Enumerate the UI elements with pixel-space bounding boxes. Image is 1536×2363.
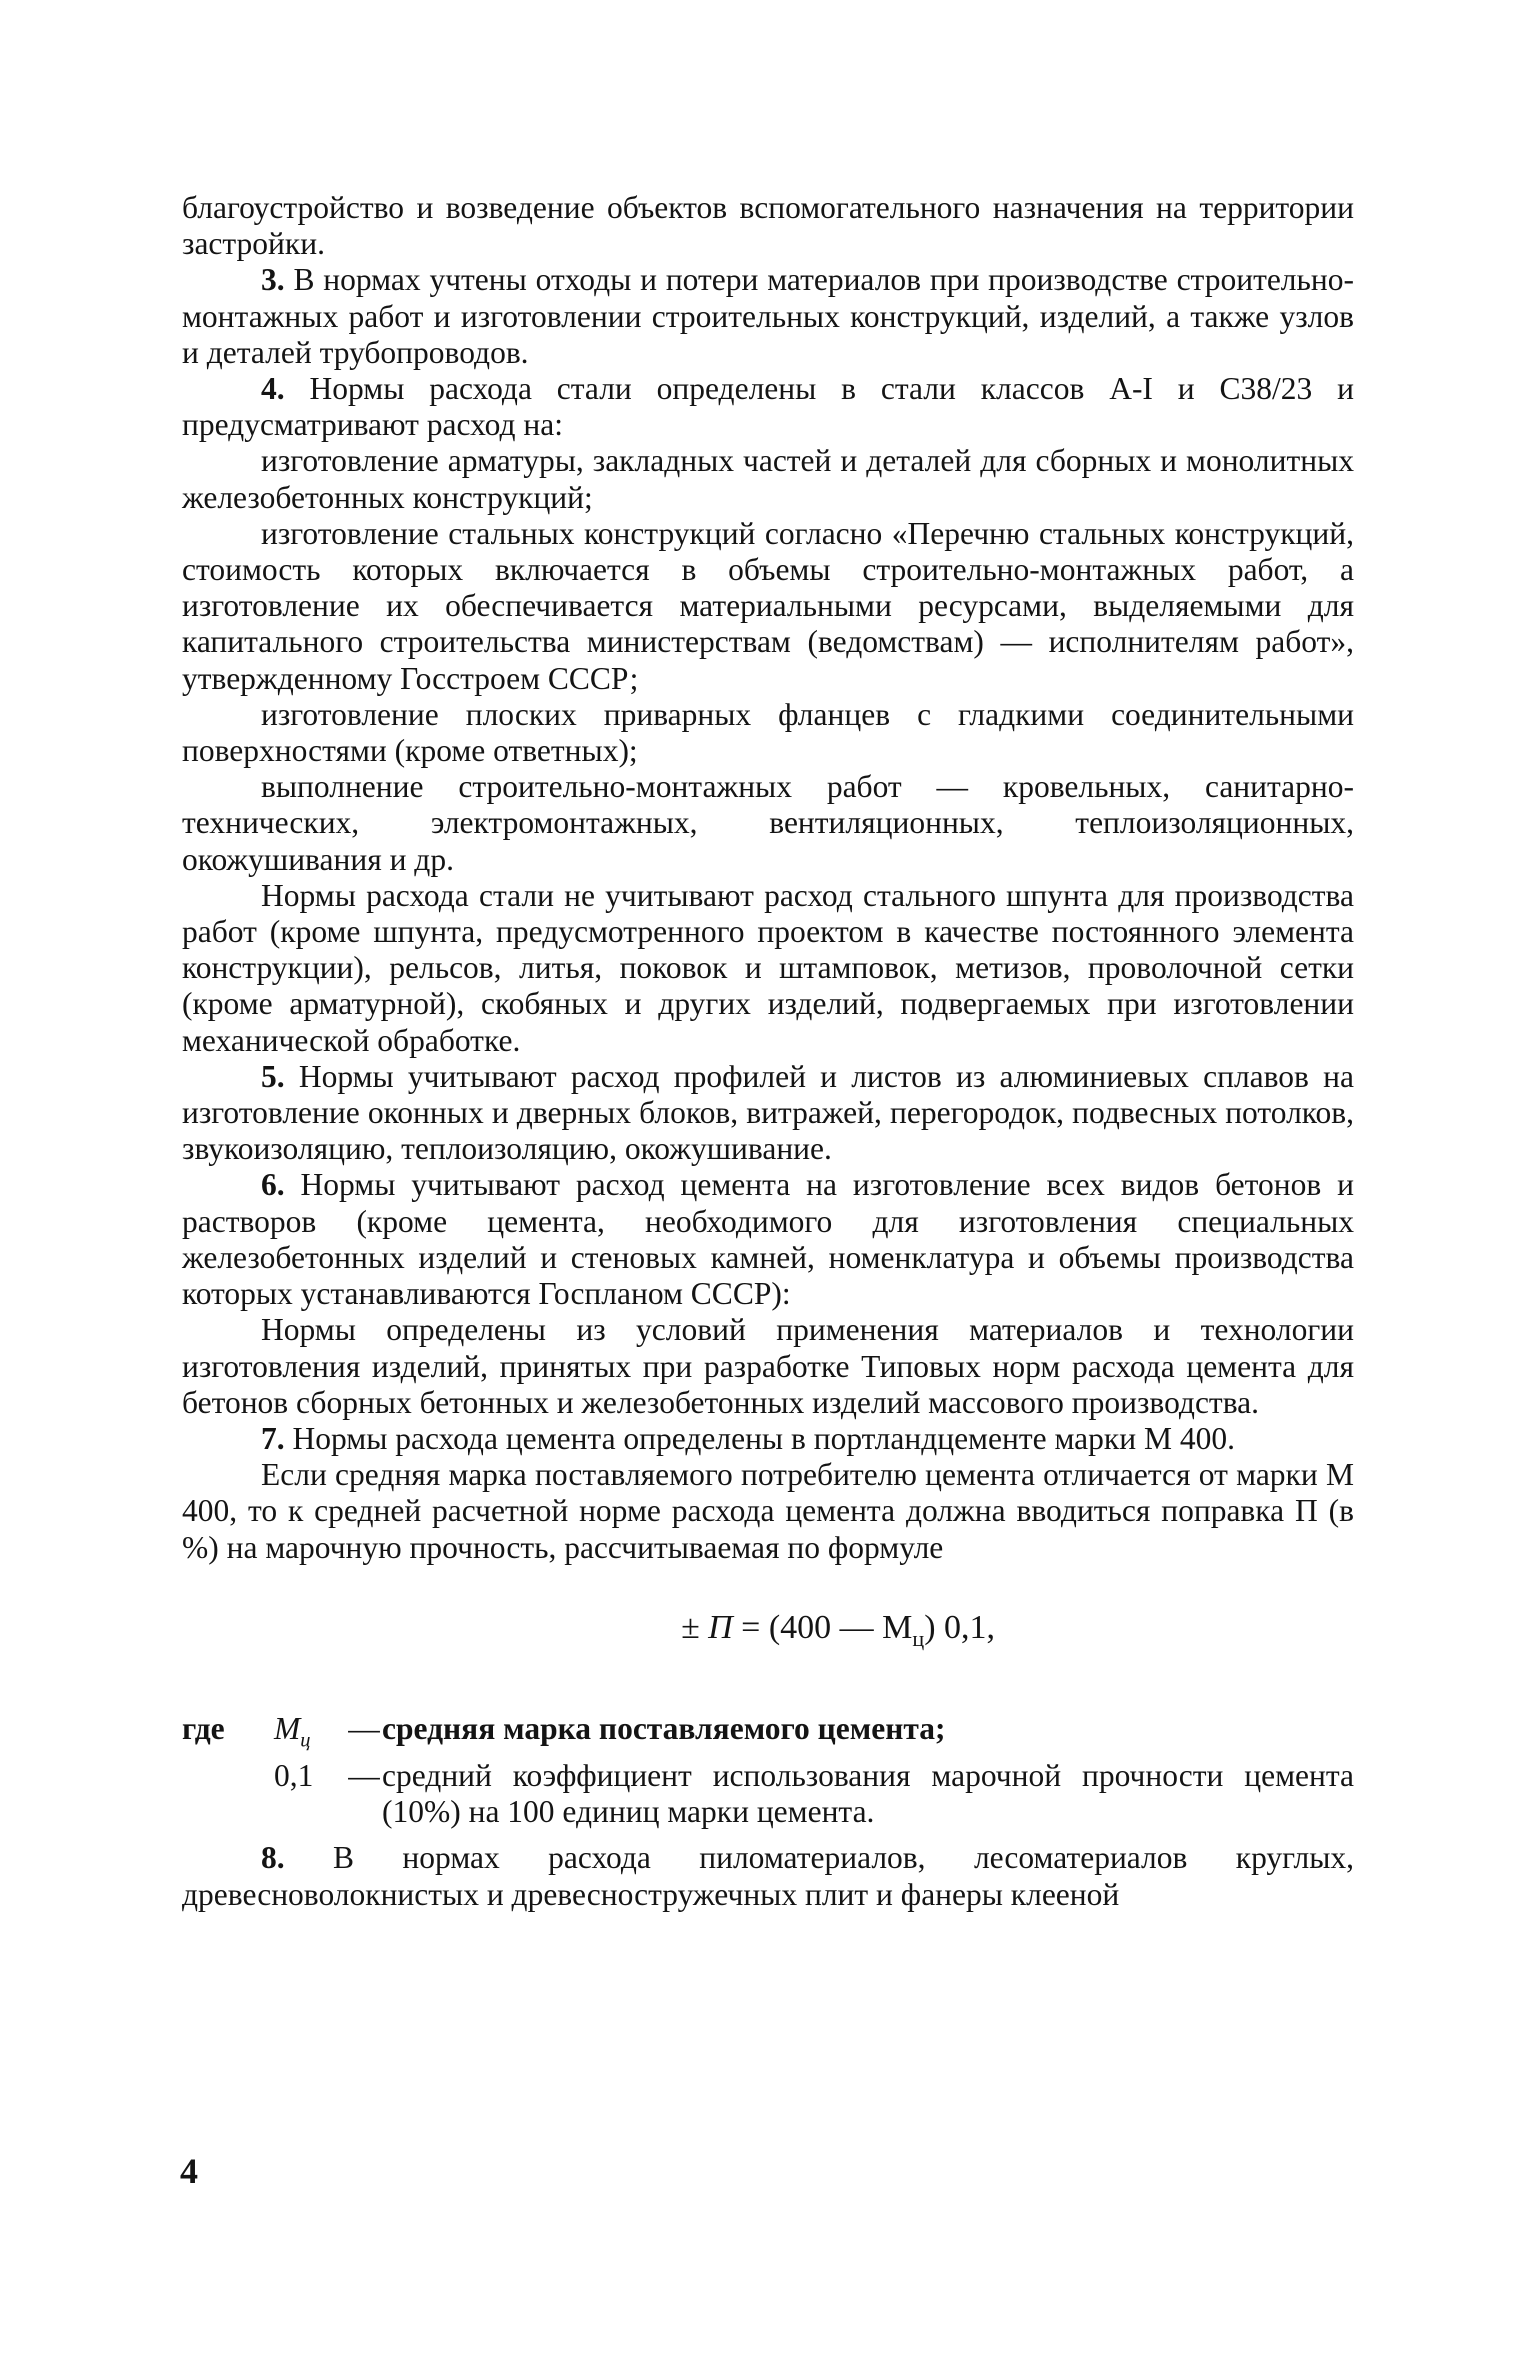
list-item-flanges xyxy=(182,697,1354,769)
document-page xyxy=(182,190,1354,1913)
formula-right: = (400 — $М_ц$) 0,1, xyxy=(741,1608,996,1651)
paragraph-text: Нормы расхода цемента определены в портландцементе марки М 400. xyxy=(292,1420,1235,1456)
formula-legend xyxy=(182,1711,1354,1831)
list-item-steel-structures xyxy=(182,516,1354,697)
paragraph-text: В нормах расхода пиломатериалов, лесоматериалов круглых, древесноволокнистых и древесностружечных плит и фанеры клееной xyxy=(182,1840,1355,1912)
paragraph-6 xyxy=(182,1167,1354,1312)
legend-term-coef: 0,1 xyxy=(274,1758,314,1794)
legend-dash: — xyxy=(348,1710,380,1746)
legend-term-mc xyxy=(274,1711,346,1759)
formula-left: ± П xyxy=(680,1608,733,1646)
paragraph-text: Нормы расхода стали не учитывают расход стального шпунта для производства работ (кроме шпунта, предусмотренного проектом в качестве постоянного элемента конструкции), рельсов, литья, поковок и штамповок, метизов, проволочной сетки (кроме арматурной), скобяных и других изделий, подвергаемых при изготовлении механической обработке. xyxy=(182,877,1354,1058)
paragraph-number: 8. xyxy=(261,1840,285,1876)
paragraph-3 xyxy=(182,262,1354,371)
paragraph-number: 5. xyxy=(261,1058,285,1094)
legend-definition: средняя марка поставляемого цемента; xyxy=(382,1710,946,1746)
paragraph-text: Нормы расхода стали определены в стали классов А-I и С38/23 и предусматривают расход на: xyxy=(182,371,1354,443)
paragraph-text: изготовление арматуры, закладных частей и деталей для сборных и монолитных железобетонных конструкций; xyxy=(182,443,1354,515)
paragraph-text: изготовление стальных конструкций согласно «Перечню стальных конструкций, стоимость которых включается в объемы строительно-монтажных работ, а изготовление их обеспечивается материальными ресурсами, выделяемыми для капитального строительства министерствам (ведомствам) — исполнителям работ», утвержденному Госстроем СССР; xyxy=(182,515,1354,696)
paragraph-number: 7. xyxy=(261,1420,285,1456)
legend-term-text: $М_ц$ xyxy=(274,1710,311,1751)
paragraph-continuation xyxy=(182,190,1354,262)
paragraph-text: Если средняя марка поставляемого потребителю цемента отличается от марки М 400, то к средней расчетной норме расхода цемента должна вводиться поправка П (в %) на марочную прочность, рассчитываемая по формуле xyxy=(182,1457,1354,1565)
list-item-reinforcement xyxy=(182,443,1354,515)
paragraph-text: выполнение строительно-монтажных работ — кровельных, санитарно-технических, электромонтажных, вентиляционных, теплоизоляционных, окожушивания и др. xyxy=(182,769,1354,877)
paragraph-number: 6. xyxy=(261,1167,285,1203)
paragraph-8 xyxy=(182,1840,1354,1912)
paragraph-text: Нормы учитывают расход профилей и листов из алюминиевых сплавов на изготовление оконных и дверных блоков, витражей, перегородок, подвесных потолков, звукоизоляцию, теплоизоляцию, окожушивание. xyxy=(182,1058,1354,1167)
paragraph-text: изготовление плоских приварных фланцев с гладкими соединительными поверхностями (кроме ответных); xyxy=(182,696,1354,769)
paragraph-steel-exclusions xyxy=(182,878,1354,1059)
paragraph-text: Нормы учитывают расход цемента на изготовление всех видов бетонов и растворов (кроме цемента, необходимого для изготовления специальных железобетонных изделий и стеновых камней, номенклатура и объемы производства которых устанавливаются Госпланом СССР): xyxy=(182,1167,1354,1312)
paragraph-number: 3. xyxy=(261,262,285,298)
paragraph-7 xyxy=(182,1421,1354,1457)
paragraph-text: благоустройство и возведение объектов вспомогательного назначения на территории застройки. xyxy=(182,190,1354,262)
paragraph-cement-conditions xyxy=(182,1312,1354,1421)
page-number: 4 xyxy=(180,2151,198,2191)
paragraph-correction xyxy=(182,1457,1354,1566)
legend-label: где xyxy=(182,1710,225,1746)
list-item-works xyxy=(182,769,1354,878)
formula xyxy=(182,1608,1354,1659)
paragraph-number: 4. xyxy=(261,371,285,407)
paragraph-text: Нормы определены из условий применения материалов и технологии изготовления изделий, принятых при разработке Типовых норм расхода цемента для бетонов сборных бетонных и железобетонных изделий массового производства. xyxy=(182,1312,1354,1420)
paragraph-text: В нормах учтены отходы и потери материалов при производстве строительно-монтажных работ и изготовлении строительных конструкций, изделий, а также узлов и деталей трубопроводов. xyxy=(182,262,1354,370)
legend-definition: средний коэффициент использования марочной прочности цемента (10%) на 100 единиц марки цемента. xyxy=(382,1758,1354,1830)
paragraph-5 xyxy=(182,1059,1354,1168)
legend-dash: — xyxy=(348,1758,380,1794)
paragraph-4 xyxy=(182,371,1354,443)
